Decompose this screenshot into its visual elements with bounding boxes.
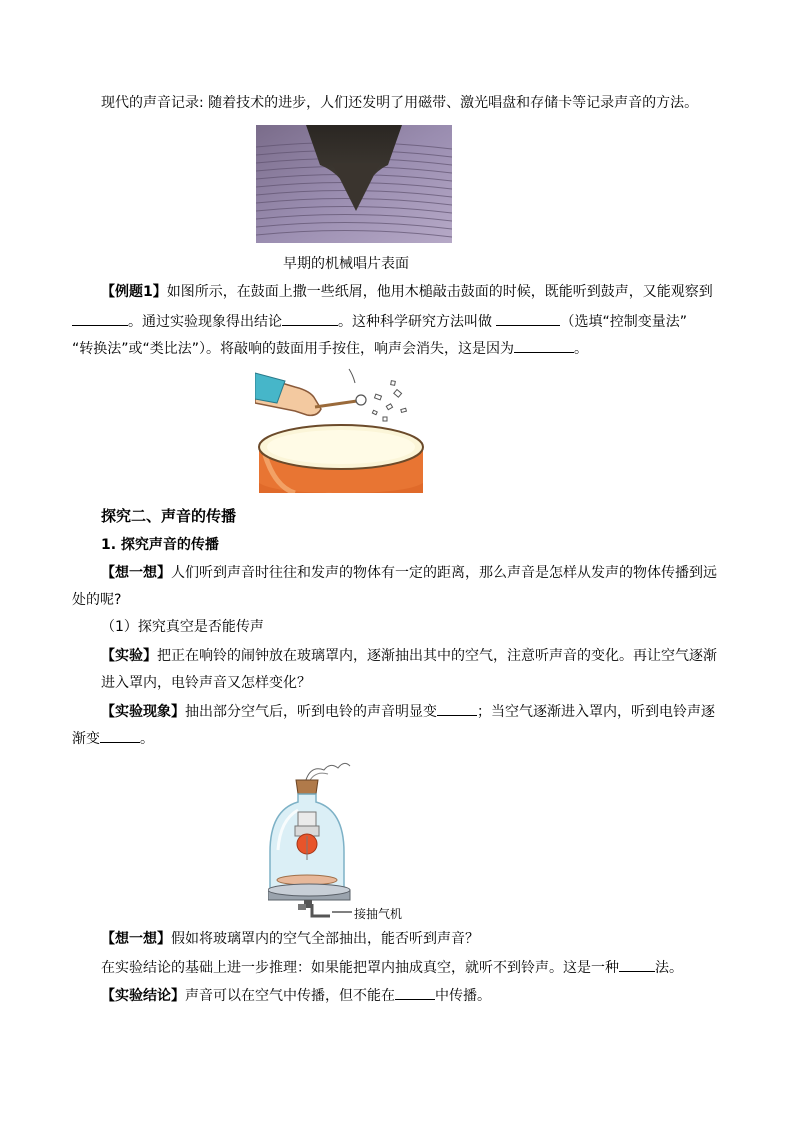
experiment-line1 [101,646,717,666]
example1-tag: 【例题1】 [101,284,167,300]
phenomenon-text1a: 抽出部分空气后，听到电铃的声音明显变 [185,704,437,720]
section2-title: 探究二、声音的传播 [101,507,237,525]
answer-blank-6[interactable] [100,728,140,743]
section2-subtitle: 1. 探究声音的传播 [101,537,219,553]
think2-line [101,929,479,949]
answer-blank-8[interactable] [395,985,435,1000]
example1-text3a: “转换法”或“类比法”）。将敲响的鼓面用手按住，响声会消失，这是因为 [72,341,515,357]
phenomenon-tag: 【实验现象】 [101,704,185,720]
reasoning-text-a: 在实验结论的基础上进一步推理：如果能把罩内抽成真空，就听不到铃声。这是一种 [101,960,619,976]
example1-text2b: 。这种科学研究方法叫做 [338,314,497,330]
answer-blank-7[interactable] [619,957,655,972]
example1-line3 [72,338,588,359]
bell-jar-image [268,760,418,920]
example1-text2c: （选填“控制变量法” [560,314,687,330]
example1-line1 [101,282,713,302]
conclusion-tag: 【实验结论】 [101,988,185,1004]
conclusion-line [101,985,491,1006]
example1-text2a: 。通过实验现象得出结论 [128,314,282,330]
sub1-heading: （1）探究真空是否能传声 [101,619,264,635]
think1-text1: 人们听到声音时往往和发声的物体有一定的距离，那么声音是怎样从发声的物体传播到远 [171,565,717,581]
phenomenon-text2a: 渐变 [72,731,100,747]
think2-tag: 【想一想】 [101,931,171,947]
figure1-caption: 早期的机械唱片表面 [283,256,409,272]
experiment-tag: 【实验】 [101,648,157,664]
vacuum-pump-label: 接抽气机 [354,907,403,921]
think2-text: 假如将玻璃罩内的空气全部抽出，能否听到声音？ [171,931,479,947]
phenomenon-line2 [72,728,154,749]
example1-line2 [72,311,687,332]
conclusion-text-a: 声音可以在空气中传播，但不能在 [185,988,395,1004]
answer-blank-3[interactable] [496,311,560,326]
experiment-line2: 进入罩内，电铃声音又怎样变化？ [101,675,311,691]
think1-line1 [101,563,717,583]
answer-blank-4[interactable] [514,338,574,353]
reasoning-line [101,957,683,978]
answer-blank-5[interactable] [437,701,477,716]
answer-blank-2[interactable] [282,311,338,326]
conclusion-text-b: 中传播。 [435,988,491,1004]
think1-line2: 处的呢? [72,592,122,608]
phenomenon-text2b: 。 [140,731,154,747]
phenomenon-text1b: ；当空气逐渐进入罩内，听到电铃声逐 [477,704,715,720]
answer-blank-1[interactable] [72,311,128,326]
experiment-text1: 把正在响铃的闹钟放在玻璃罩内，逐渐抽出其中的空气，注意听声音的变化。再让空气逐渐 [157,648,717,664]
phenomenon-line1 [101,701,715,722]
example1-text3b: 。 [574,341,589,357]
example1-text1: 如图所示，在鼓面上撒一些纸屑，他用木槌敲击鼓面的时候，既能听到鼓声，又能观察到 [166,284,713,300]
record-surface-image [256,125,452,243]
reasoning-text-b: 法。 [655,960,683,976]
drum-experiment-image [255,365,428,493]
intro-text: 现代的声音记录: 随着技术的进步，人们还发明了用磁带、激光唱盘和存储卡等记录声音的方法。 [101,95,699,111]
think1-tag: 【想一想】 [101,565,171,581]
